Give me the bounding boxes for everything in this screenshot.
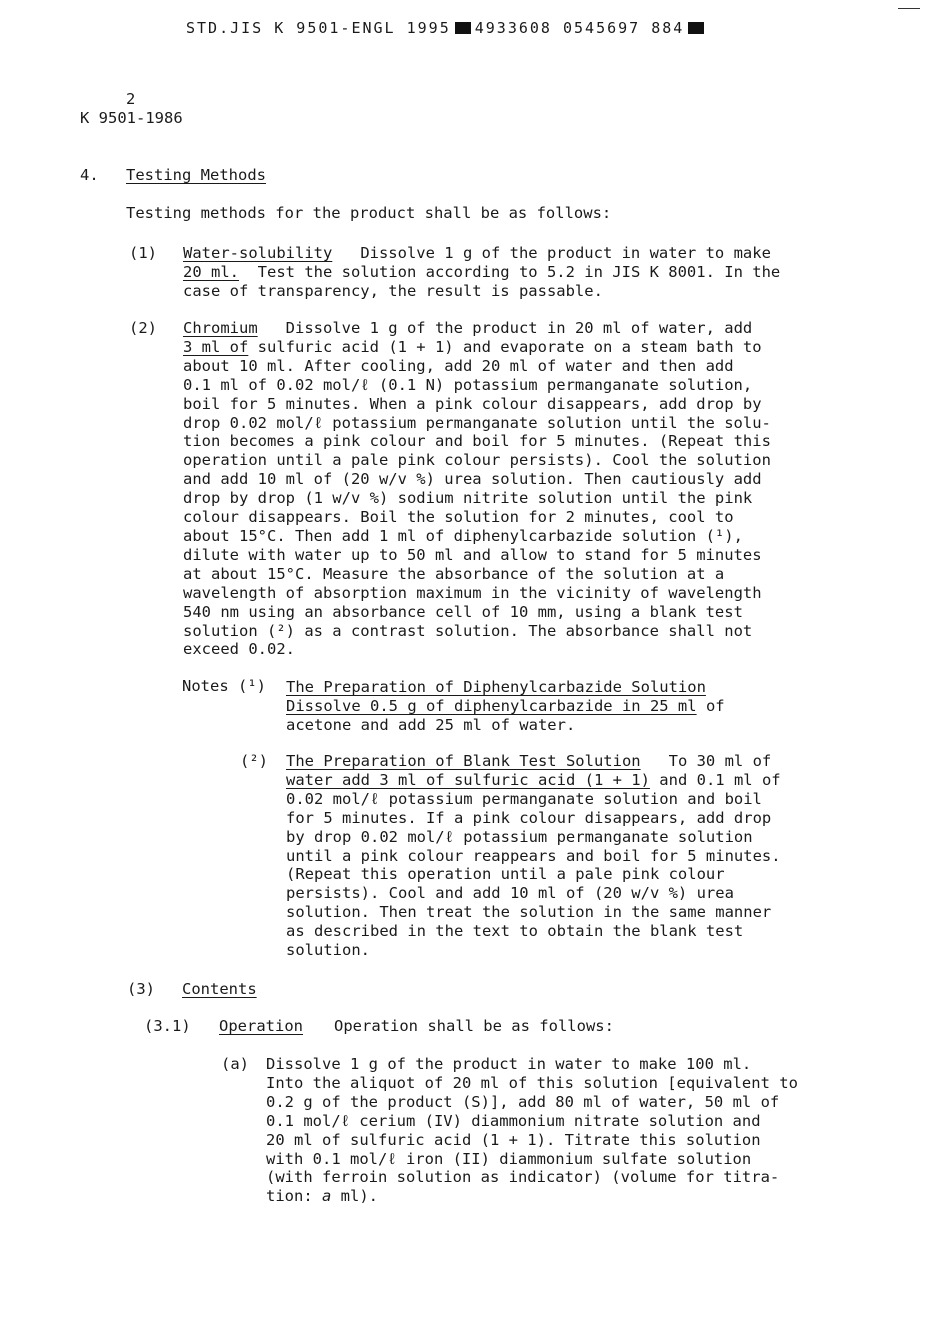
note2-line: solution. Then treat the solution in the same manner bbox=[286, 903, 772, 922]
item31-text: Operation shall be as follows: bbox=[334, 1017, 614, 1035]
item2-title: Chromium bbox=[183, 319, 258, 337]
item2-line: boil for 5 minutes. When a pink colour disappears, add drop by bbox=[183, 394, 762, 413]
note1-line3: acetone and add 25 ml of water. bbox=[286, 715, 576, 734]
note2-line2-underlined: water add 3 ml of sulfuric acid (1 + 1) bbox=[286, 770, 650, 789]
item2-line: about 15°C. Then add 1 ml of diphenylcarbazide solution (¹), bbox=[183, 526, 743, 545]
note1-title: The Preparation of Diphenylcarbazide Solution bbox=[286, 678, 706, 696]
itema-line: 20 ml of sulfuric acid (1 + 1). Titrate this solution bbox=[266, 1130, 761, 1149]
item2-line: dilute with water up to 50 ml and allow to stand for 5 minutes bbox=[183, 545, 762, 564]
item2-number: (2) bbox=[129, 319, 157, 337]
itema-last-pre: tion: bbox=[266, 1187, 322, 1206]
note2-line2: and 0.1 ml of bbox=[659, 770, 781, 789]
item2-line: colour disappears. Boil the solution for 2 minutes, cool to bbox=[183, 508, 734, 527]
corner-mark bbox=[898, 8, 920, 9]
item3-number: (3) bbox=[127, 980, 155, 998]
item3-title: Contents bbox=[182, 980, 257, 998]
itema-line: 0.1 mol/ℓ cerium (IV) diammonium nitrate solution and bbox=[266, 1111, 761, 1130]
item2-line: solution (²) as a contrast solution. The absorbance shall not bbox=[183, 621, 753, 640]
itema-number: (a) bbox=[221, 1055, 249, 1073]
note2-line: for 5 minutes. If a pink colour disappears, add drop bbox=[286, 808, 772, 827]
itema-last-post: ml). bbox=[331, 1187, 379, 1206]
item2-line: drop 0.02 mol/ℓ potassium permanganate solution until the solu- bbox=[183, 413, 771, 432]
note2-line: solution. bbox=[286, 941, 370, 960]
item1-line2-underlined: 20 ml. bbox=[183, 262, 239, 281]
item1-line3: case of transparency, the result is passable. bbox=[183, 281, 603, 300]
item2-line1: Dissolve 1 g of the product in 20 ml of water, add bbox=[285, 319, 753, 337]
item2-line: operation until a pale pink colour persists). Cool the solution bbox=[183, 451, 771, 470]
item2-line: tion becomes a pink colour and boil for 5 minutes. (Repeat this bbox=[183, 432, 771, 451]
note2-line: by drop 0.02 mol/ℓ potassium permanganate solution bbox=[286, 827, 753, 846]
item2-line: about 10 ml. After cooling, add 20 ml of water and then add bbox=[183, 356, 734, 375]
itema-line: 0.2 g of the product (S)], add 80 ml of water, 50 ml of bbox=[266, 1092, 780, 1111]
item2-line2: sulfuric acid (1 + 1) and evaporate on a steam bath to bbox=[257, 337, 762, 356]
note1-mark: (¹) bbox=[238, 677, 267, 695]
black-block-1 bbox=[455, 22, 471, 34]
note2-line: as described in the text to obtain the blank test bbox=[286, 922, 744, 941]
note2-line: (Repeat this operation until a pale pink colour bbox=[286, 865, 725, 884]
note1-line2: of bbox=[705, 696, 725, 715]
item2-line: 540 nm using an absorbance cell of 10 mm, using a blank test bbox=[183, 602, 743, 621]
note2-line: persists). Cool and add 10 ml of (20 w/v %) urea bbox=[286, 884, 734, 903]
note1-paragraph bbox=[286, 678, 725, 735]
item1-number: (1) bbox=[129, 244, 157, 262]
header-strip bbox=[186, 19, 708, 37]
item1-line2: Test the solution according to 5.2 in JIS K 8001. In the bbox=[257, 262, 781, 281]
item31-title: Operation bbox=[219, 1017, 303, 1035]
notes-label-group bbox=[182, 677, 266, 695]
page-number: 2 bbox=[126, 90, 136, 108]
note2-line: 0.02 mol/ℓ potassium permanganate solution and boil bbox=[286, 789, 762, 808]
note2-line1: To 30 ml of bbox=[668, 752, 772, 770]
itema-line: with 0.1 mol/ℓ iron (II) diammonium sulfate solution bbox=[266, 1149, 752, 1168]
note2-line: until a pink colour reappears and boil for 5 minutes. bbox=[286, 846, 781, 865]
note1-line2-underlined: Dissolve 0.5 g of diphenylcarbazide in 25 ml bbox=[286, 696, 697, 715]
note2-title: The Preparation of Blank Test Solution bbox=[286, 752, 641, 770]
standard-id: K 9501-1986 bbox=[80, 109, 183, 127]
item2-line: drop by drop (1 w/v %) sodium nitrite solution until the pink bbox=[183, 489, 753, 508]
itema-line: (with ferroin solution as indicator) (volume for titra- bbox=[266, 1168, 780, 1187]
item2-line: exceed 0.02. bbox=[183, 640, 295, 659]
section-intro: Testing methods for the product shall be as follows: bbox=[126, 204, 612, 222]
item2-line2-underlined: 3 ml of bbox=[183, 337, 249, 356]
section-number: 4. bbox=[80, 166, 99, 184]
note2-mark: (²) bbox=[240, 752, 268, 770]
item31-number: (3.1) bbox=[144, 1017, 191, 1035]
item2-line: wavelength of absorption maximum in the vicinity of wavelength bbox=[183, 583, 762, 602]
header-code-mid: 4933608 0545697 884 bbox=[474, 19, 685, 37]
itema-paragraph bbox=[266, 1055, 798, 1206]
item2-line: at about 15°C. Measure the absorbance of the solution at a bbox=[183, 564, 725, 583]
itema-line: Dissolve 1 g of the product in water to make 100 ml. bbox=[266, 1055, 752, 1073]
itema-variable: a bbox=[322, 1187, 332, 1206]
black-block-2 bbox=[688, 22, 704, 34]
item2-line: and add 10 ml of (20 w/v %) urea solution. Then cautiously add bbox=[183, 470, 762, 489]
item2-line: 0.1 ml of 0.02 mol/ℓ (0.1 N) potassium permanganate solution, bbox=[183, 375, 753, 394]
item1-line1: Dissolve 1 g of the product in water to make bbox=[360, 244, 771, 262]
item1-paragraph bbox=[183, 244, 780, 301]
notes-label: Notes bbox=[182, 677, 229, 695]
header-code-left: STD.JIS K 9501-ENGL 1995 bbox=[186, 19, 451, 37]
section-title: Testing Methods bbox=[126, 166, 266, 184]
item2-paragraph bbox=[183, 319, 771, 659]
note2-paragraph bbox=[286, 752, 781, 960]
itema-line: Into the aliquot of 20 ml of this solution [equivalent to bbox=[266, 1073, 798, 1092]
item1-title: Water-solubility bbox=[183, 244, 333, 262]
